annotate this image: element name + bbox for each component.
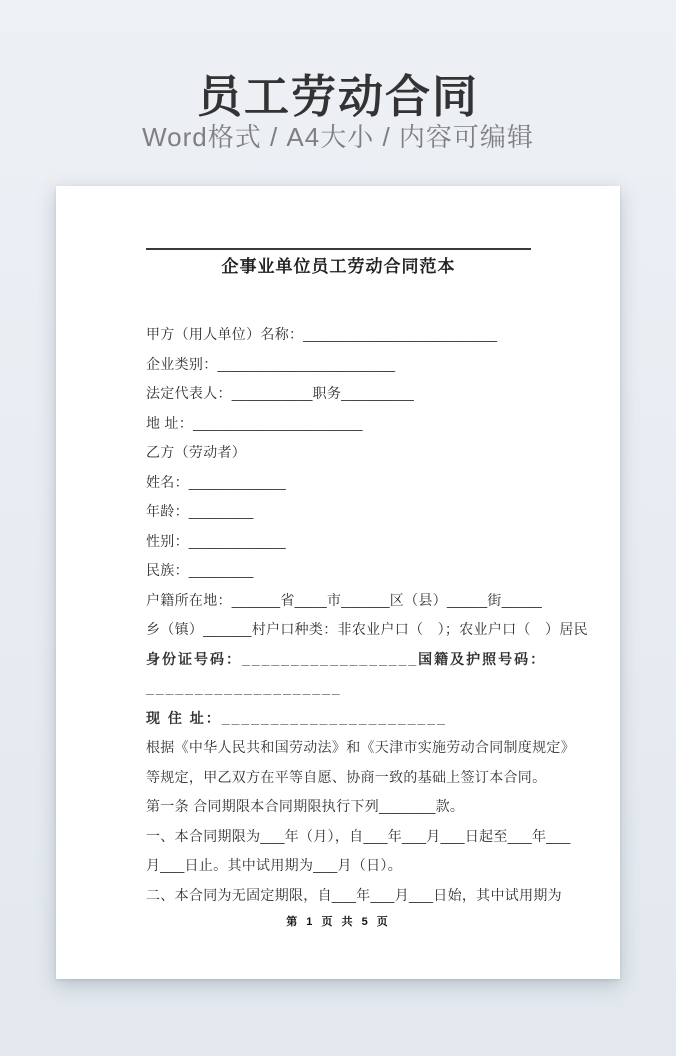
document-line: 一、本合同期限为___年（月），自___年___月___日起至___年___ — [146, 827, 571, 844]
document-line: 乡（镇）______村户口种类：非农业户口（ ）；农业户口（ ）居民 — [146, 621, 588, 637]
document-line: 第一条 合同期限本合同期限执行下列_______款。 — [146, 798, 465, 814]
document-line: 户籍所在地：______省____市______区（县）_____街_____ — [146, 591, 543, 608]
document-page-content — [146, 186, 588, 979]
document-line: 法定代表人：__________职务_________ — [146, 385, 415, 401]
document-line: 甲方（用人单位）名称：________________________ — [146, 326, 498, 342]
hero-title: 员工劳动合同 — [196, 71, 479, 122]
divider-rule — [146, 248, 531, 250]
document-line: 性别：____________ — [146, 532, 286, 549]
document-line: 姓名：____________ — [146, 473, 286, 490]
document-line: 根据《中华人民共和国劳动法》和《天津市实施劳动合同制度规定》 — [146, 739, 575, 755]
document-line: 二、本合同为无固定期限，自___年___月___日始，其中试用期为 — [146, 886, 562, 903]
document-line: 月___日止。其中试用期为___月（日）。 — [146, 857, 403, 873]
document-line: 民族：________ — [146, 562, 254, 578]
document-line: 身份证号码：__________________国籍及护照号码： — [146, 650, 547, 667]
document-line: ____________________ — [146, 680, 342, 696]
hero-subtitle: Word格式 / A4大小 / 内容可编辑 — [142, 122, 534, 152]
document-line: 企业类别：______________________ — [146, 355, 396, 372]
document-title: 企事业单位员工劳动合同范本 — [221, 257, 456, 276]
document-line: 现 住 址：_______________________ — [146, 709, 447, 726]
document-page — [56, 186, 620, 979]
document-line: 等规定，甲乙双方在平等自愿、协商一致的基础上签订本合同。 — [146, 768, 547, 785]
document-body — [146, 320, 588, 910]
document-line: 年龄：________ — [146, 503, 254, 519]
document-line: 地 址：_____________________ — [146, 414, 363, 431]
page-number-footer: 第 1 页 共 5 页 — [286, 916, 391, 928]
document-line: 乙方（劳动者） — [146, 444, 247, 460]
